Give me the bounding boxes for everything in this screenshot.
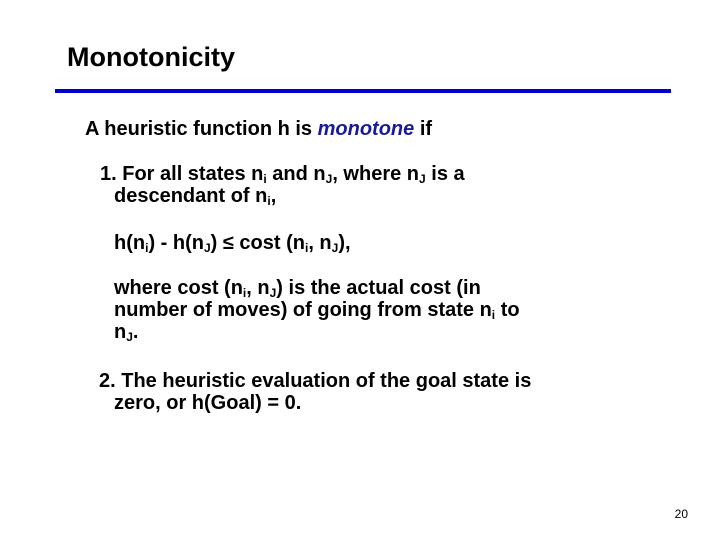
condition-2-line-2: zero, or h(Goal) = 0. bbox=[114, 392, 302, 414]
subscript: i bbox=[263, 172, 267, 186]
text-run: is a bbox=[425, 163, 465, 185]
text-run: to bbox=[495, 299, 520, 321]
text-run: number of moves) of going from state n bbox=[114, 299, 492, 321]
title-underline bbox=[55, 89, 671, 93]
subscript: i bbox=[304, 241, 309, 255]
text-run: , bbox=[270, 185, 277, 207]
condition-1 bbox=[100, 163, 465, 207]
cost-definition bbox=[114, 277, 520, 343]
text-run: . bbox=[132, 321, 139, 343]
subscript: J bbox=[325, 172, 333, 186]
cost-definition-line-3 bbox=[114, 321, 520, 343]
cost-definition-line-2 bbox=[114, 299, 520, 321]
slide-title: Monotonicity bbox=[67, 42, 235, 72]
text-run: descendant of n bbox=[114, 185, 268, 207]
subscript: i bbox=[145, 241, 149, 255]
text-run: n bbox=[114, 321, 127, 343]
subscript: J bbox=[126, 330, 133, 344]
text-run: ), bbox=[338, 232, 351, 254]
text-run: h(n bbox=[114, 232, 146, 254]
monotone-term: monotone bbox=[317, 118, 415, 140]
intro-paragraph bbox=[85, 118, 432, 140]
condition-1-line-2 bbox=[100, 185, 465, 207]
intro-text-end: if bbox=[414, 118, 433, 140]
text-run: ) ≤ cost (n bbox=[210, 232, 305, 254]
condition-2-line-1: 2. The heuristic evaluation of the goal state is bbox=[99, 370, 532, 392]
subscript: i bbox=[242, 286, 247, 300]
subscript: J bbox=[331, 241, 339, 255]
text-run: , n bbox=[246, 277, 270, 299]
text-run: , where n bbox=[332, 163, 420, 185]
slide-number: 20 bbox=[674, 507, 688, 521]
subscript: J bbox=[419, 172, 426, 186]
text-run: ) is the actual cost (in bbox=[276, 277, 481, 299]
intro-text: A heuristic function h is bbox=[85, 118, 318, 140]
cost-definition-line-1 bbox=[114, 277, 520, 299]
subscript: J bbox=[203, 241, 211, 255]
text-run: and n bbox=[266, 163, 326, 185]
condition-1-line-1 bbox=[100, 163, 465, 185]
subscript: i bbox=[491, 308, 496, 322]
text-run: ) - h(n bbox=[148, 232, 204, 254]
subscript: J bbox=[269, 286, 277, 300]
monotonicity-inequality bbox=[114, 232, 351, 254]
condition-2 bbox=[99, 370, 531, 414]
text-run: , n bbox=[308, 232, 332, 254]
text-run: where cost (n bbox=[114, 277, 243, 299]
subscript: i bbox=[267, 194, 271, 208]
text-run: 1. For all states n bbox=[100, 163, 264, 185]
